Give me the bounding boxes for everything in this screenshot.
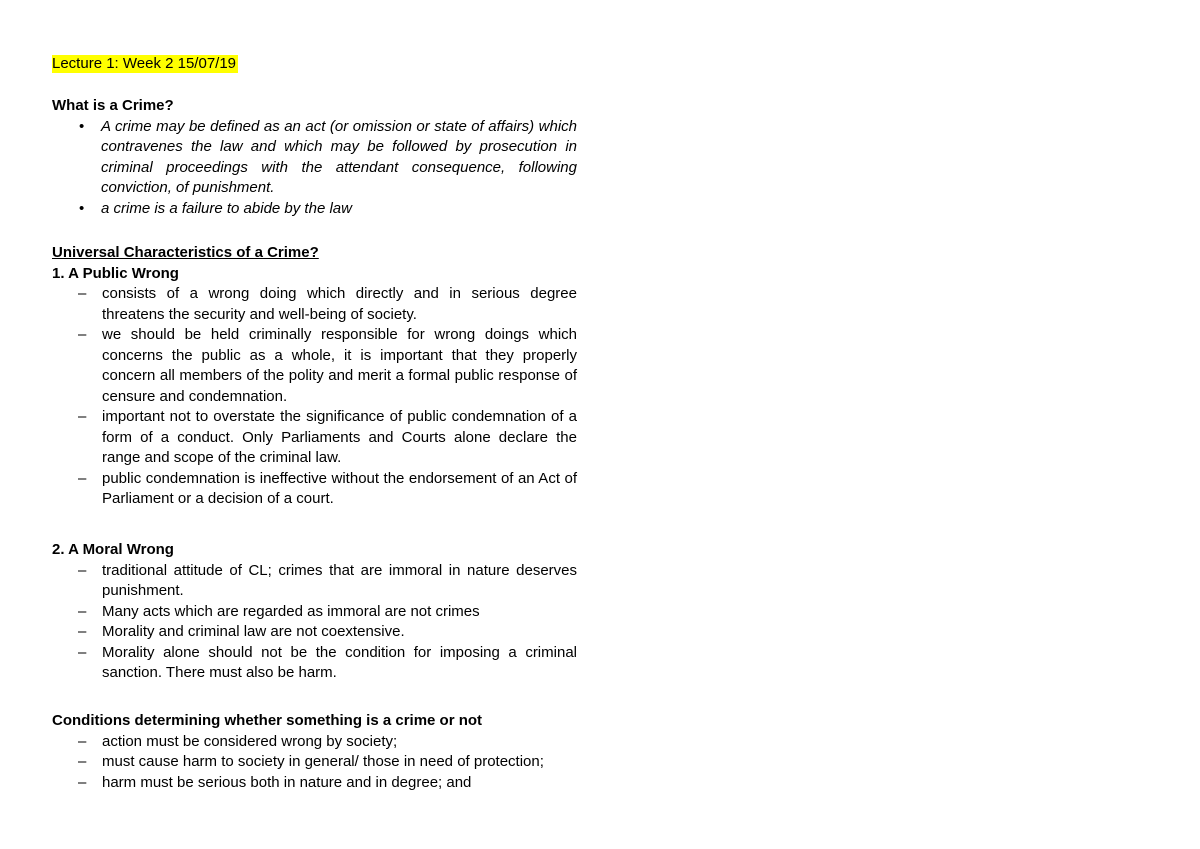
list-item: – consists of a wrong doing which directly and in serious degree threatens the security and well-being of society. xyxy=(78,285,577,323)
list-item: – Morality alone should not be the condition for imposing a criminal sanction. There must also be harm. xyxy=(78,643,577,681)
list-item: – we should be held criminally responsible for wrong doings which concerns the public as a whole, it is important that they properly concern all members of the polity and merit a formal public response of censure and condemnation. xyxy=(78,326,577,405)
list-item: – public condemnation is ineffective without the endorsement of an Act of Parliament or a decision of a court. xyxy=(78,469,577,507)
list-item: – must cause harm to society in general/ those in need of protection; xyxy=(78,753,544,770)
list-item: – Many acts which are regarded as immoral are not crimes xyxy=(78,602,480,620)
list-item: – important not to overstate the significance of public condemnation of a form of a conduct. Only Parliaments and Courts alone declare the range and scope of the criminal law. xyxy=(78,408,577,466)
universal-section xyxy=(52,243,577,510)
lecture1-heading: Lecture 1: Week 2 15/07/19 xyxy=(52,55,237,72)
list-item: – Morality and criminal law are not coextensive. xyxy=(78,623,405,640)
definition-item: • A crime may be defined as an act (or omission or state of affairs) which contravenes the law and which may be followed by prosecution in criminal proceedings with the attendant consequence, following conviction, of punishment. xyxy=(79,117,577,196)
list-item: – harm must be serious both in nature and in degree; and xyxy=(78,773,472,791)
public-wrong-title: 1. A Public Wrong xyxy=(52,264,179,282)
conditions-list xyxy=(52,732,577,794)
moral-wrong-title: 2. A Moral Wrong xyxy=(52,541,174,558)
moral-wrong-section xyxy=(52,540,577,684)
list-item: – traditional attitude of CL; crimes that are immoral in nature deserves punishment. xyxy=(78,561,577,599)
list-item: – action must be considered wrong by society; xyxy=(78,732,398,750)
what-is-crime-title: What is a Crime? xyxy=(52,97,174,114)
definition-list xyxy=(52,117,577,220)
moral-wrong-list xyxy=(52,561,577,684)
public-wrong-list xyxy=(52,284,577,510)
conditions-title: Conditions determining whether something is a crime or not xyxy=(52,712,483,729)
universal-title: Universal Characteristics of a Crime? xyxy=(52,244,319,261)
definition-item: • a crime is a failure to abide by the law xyxy=(79,199,352,217)
what-is-crime-section xyxy=(52,96,577,219)
conditions-section xyxy=(52,711,577,793)
